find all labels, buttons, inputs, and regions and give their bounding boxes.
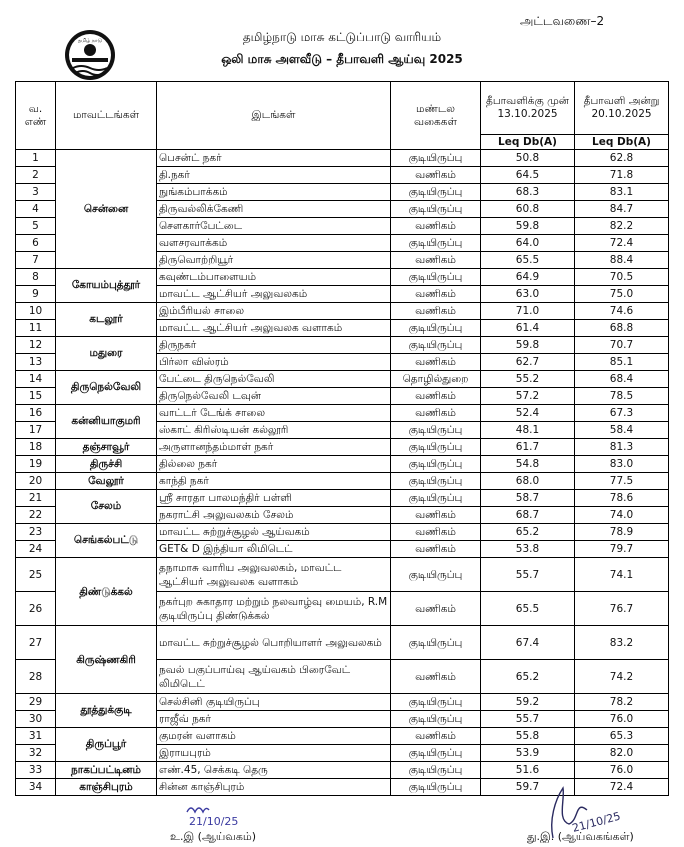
cell-zone: தொழில்துறை xyxy=(391,371,481,388)
cell-location: பேட்டை திருநெல்வேலி xyxy=(157,371,391,388)
cell-zone: வணிகம் xyxy=(391,286,481,303)
cell-on-diwali: 74.0 xyxy=(575,507,669,524)
cell-district: சேலம் xyxy=(56,490,157,524)
cell-before-diwali: 68.7 xyxy=(481,507,575,524)
cell-sno: 6 xyxy=(16,235,56,252)
table-row xyxy=(16,303,669,320)
cell-sno: 34 xyxy=(16,779,56,796)
cell-location: பெசன்ட் நகர் xyxy=(157,150,391,167)
table-row xyxy=(16,762,669,779)
header-sno: வ. எண் xyxy=(16,82,56,150)
cell-on-diwali: 70.7 xyxy=(575,337,669,354)
cell-district: கோயம்புத்தூர் xyxy=(56,269,157,303)
cell-before-diwali: 51.6 xyxy=(481,762,575,779)
cell-location: மாவட்ட சுற்றுச்சூழல் ஆய்வகம் xyxy=(157,524,391,541)
cell-district: திருப்பூர் xyxy=(56,728,157,762)
cell-on-diwali: 76.0 xyxy=(575,762,669,779)
cell-zone: குடியிருப்பு xyxy=(391,456,481,473)
cell-on-diwali: 74.6 xyxy=(575,303,669,320)
cell-zone: குடியிருப்பு xyxy=(391,201,481,218)
cell-zone: வணிகம் xyxy=(391,388,481,405)
cell-location: வளசரவாக்கம் xyxy=(157,235,391,252)
table-row xyxy=(16,694,669,711)
cell-sno: 24 xyxy=(16,541,56,558)
cell-before-diwali: 50.8 xyxy=(481,150,575,167)
cell-sno: 26 xyxy=(16,592,56,626)
cell-district: திருச்சி xyxy=(56,456,157,473)
cell-sno: 19 xyxy=(16,456,56,473)
cell-location: மாவட்ட சுற்றுச்சூழல் பொறியாளர் அலுவலகம் xyxy=(157,626,391,660)
cell-location: சின்ன காஞ்சிபுரம் xyxy=(157,779,391,796)
logo-text: தமிழ் நாடு xyxy=(77,38,103,44)
header-zone: மண்டல வகைகள் xyxy=(391,82,481,150)
cell-sno: 29 xyxy=(16,694,56,711)
cell-sno: 3 xyxy=(16,184,56,201)
table-row xyxy=(16,337,669,354)
cell-on-diwali: 74.1 xyxy=(575,558,669,592)
cell-district: கடலூர் xyxy=(56,303,157,337)
cell-on-diwali: 78.5 xyxy=(575,388,669,405)
cell-district: காஞ்சிபுரம் xyxy=(56,779,157,796)
cell-on-diwali: 82.0 xyxy=(575,745,669,762)
cell-on-diwali: 67.3 xyxy=(575,405,669,422)
table-row xyxy=(16,456,669,473)
cell-on-diwali: 82.2 xyxy=(575,218,669,235)
cell-on-diwali: 72.4 xyxy=(575,235,669,252)
cell-before-diwali: 63.0 xyxy=(481,286,575,303)
cell-before-diwali: 65.5 xyxy=(481,252,575,269)
cell-zone: குடியிருப்பு xyxy=(391,626,481,660)
cell-sno: 5 xyxy=(16,218,56,235)
cell-on-diwali: 83.2 xyxy=(575,626,669,660)
cell-on-diwali: 76.7 xyxy=(575,592,669,626)
cell-sno: 18 xyxy=(16,439,56,456)
cell-zone: வணிகம் xyxy=(391,252,481,269)
table-row xyxy=(16,405,669,422)
header-unit-before: Leq Db(A) xyxy=(481,135,575,150)
cell-sno: 31 xyxy=(16,728,56,745)
cell-before-diwali: 64.5 xyxy=(481,167,575,184)
cell-location: ஸ்ரீ சாரதா பாலமந்திர் பள்ளி xyxy=(157,490,391,507)
cell-location: சௌகார்பேட்டை xyxy=(157,218,391,235)
cell-location: நகர்புற சுகாதார மற்றும் நலவாழ்வு மையம், R.M குடியிருப்பு திண்டுக்கல் xyxy=(157,592,391,626)
table-row xyxy=(16,269,669,286)
table-row xyxy=(16,439,669,456)
cell-zone: குடியிருப்பு xyxy=(391,745,481,762)
cell-location: இம்பீரியல் சாலை xyxy=(157,303,391,320)
cell-zone: வணிகம் xyxy=(391,507,481,524)
cell-zone: வணிகம் xyxy=(391,167,481,184)
cell-on-diwali: 78.2 xyxy=(575,694,669,711)
cell-sno: 4 xyxy=(16,201,56,218)
cell-before-diwali: 54.8 xyxy=(481,456,575,473)
cell-location: இராயபுரம் xyxy=(157,745,391,762)
cell-location: தில்லை நகர் xyxy=(157,456,391,473)
cell-sno: 20 xyxy=(16,473,56,490)
cell-zone: குடியிருப்பு xyxy=(391,779,481,796)
cell-on-diwali: 68.8 xyxy=(575,320,669,337)
cell-location: வாட்டர் டேங்க் சாலை xyxy=(157,405,391,422)
cell-before-diwali: 65.5 xyxy=(481,592,575,626)
annexure-label: அட்டவணை–2 xyxy=(520,14,605,28)
table-row xyxy=(16,728,669,745)
cell-district: மதுரை xyxy=(56,337,157,371)
cell-sno: 23 xyxy=(16,524,56,541)
cell-before-diwali: 64.0 xyxy=(481,235,575,252)
cell-before-diwali: 61.7 xyxy=(481,439,575,456)
cell-sno: 17 xyxy=(16,422,56,439)
cell-before-diwali: 52.4 xyxy=(481,405,575,422)
cell-zone: குடியிருப்பு xyxy=(391,422,481,439)
cell-before-diwali: 62.7 xyxy=(481,354,575,371)
cell-zone: குடியிருப்பு xyxy=(391,762,481,779)
cell-sno: 8 xyxy=(16,269,56,286)
cell-before-diwali: 55.7 xyxy=(481,558,575,592)
cell-on-diwali: 83.1 xyxy=(575,184,669,201)
cell-location: திருநெல்வேலி டவுன் xyxy=(157,388,391,405)
right-signature-date: 21/10/25 xyxy=(570,809,622,835)
cell-sno: 33 xyxy=(16,762,56,779)
cell-before-diwali: 55.7 xyxy=(481,711,575,728)
cell-on-diwali: 79.7 xyxy=(575,541,669,558)
cell-location: தி.நகர் xyxy=(157,167,391,184)
cell-sno: 12 xyxy=(16,337,56,354)
cell-location: நுங்கம்பாக்கம் xyxy=(157,184,391,201)
cell-zone: வணிகம் xyxy=(391,354,481,371)
cell-zone: குடியிருப்பு xyxy=(391,473,481,490)
cell-zone: குடியிருப்பு xyxy=(391,490,481,507)
cell-on-diwali: 58.4 xyxy=(575,422,669,439)
cell-on-diwali: 85.1 xyxy=(575,354,669,371)
cell-on-diwali: 77.5 xyxy=(575,473,669,490)
cell-zone: குடியிருப்பு xyxy=(391,235,481,252)
cell-zone: குடியிருப்பு xyxy=(391,694,481,711)
cell-before-diwali: 55.8 xyxy=(481,728,575,745)
cell-before-diwali: 58.7 xyxy=(481,490,575,507)
cell-zone: குடியிருப்பு xyxy=(391,711,481,728)
table-row xyxy=(16,490,669,507)
cell-on-diwali: 76.0 xyxy=(575,711,669,728)
cell-before-diwali: 65.2 xyxy=(481,524,575,541)
cell-sno: 9 xyxy=(16,286,56,303)
report-subtitle: ஒலி மாசு அளவீடு – தீபாவளி ஆய்வு 2025 xyxy=(221,52,463,66)
cell-before-diwali: 59.8 xyxy=(481,337,575,354)
cell-sno: 30 xyxy=(16,711,56,728)
table-row xyxy=(16,626,669,660)
cell-district: தூத்துக்குடி xyxy=(56,694,157,728)
noise-level-table xyxy=(15,81,669,796)
header-on-diwali: தீபாவளி அன்று 20.10.2025 xyxy=(575,82,669,135)
cell-zone: வணிகம் xyxy=(391,218,481,235)
cell-zone: வணிகம் xyxy=(391,524,481,541)
cell-before-diwali: 68.0 xyxy=(481,473,575,490)
cell-on-diwali: 70.5 xyxy=(575,269,669,286)
cell-on-diwali: 71.8 xyxy=(575,167,669,184)
cell-sno: 11 xyxy=(16,320,56,337)
cell-zone: வணிகம் xyxy=(391,728,481,745)
cell-zone: வணிகம் xyxy=(391,303,481,320)
cell-location: திருநகர் xyxy=(157,337,391,354)
cell-on-diwali: 81.3 xyxy=(575,439,669,456)
cell-zone: வணிகம் xyxy=(391,592,481,626)
cell-sno: 22 xyxy=(16,507,56,524)
cell-location: தநாமாசு வாரிய அலுவலகம், மாவட்ட ஆட்சியர் அலுவலக வளாகம் xyxy=(157,558,391,592)
cell-sno: 15 xyxy=(16,388,56,405)
cell-on-diwali: 83.0 xyxy=(575,456,669,473)
cell-sno: 1 xyxy=(16,150,56,167)
cell-location: எண்.45, செக்கடி தெரு xyxy=(157,762,391,779)
table-row xyxy=(16,558,669,592)
cell-zone: வணிகம் xyxy=(391,405,481,422)
cell-sno: 16 xyxy=(16,405,56,422)
cell-on-diwali: 84.7 xyxy=(575,201,669,218)
cell-district: கிருஷ்ணகிரி xyxy=(56,626,157,694)
header-unit-on: Leq Db(A) xyxy=(575,135,669,150)
cell-before-diwali: 68.3 xyxy=(481,184,575,201)
cell-before-diwali: 71.0 xyxy=(481,303,575,320)
cell-district: திருநெல்வேலி xyxy=(56,371,157,405)
cell-sno: 21 xyxy=(16,490,56,507)
cell-before-diwali: 60.8 xyxy=(481,201,575,218)
cell-before-diwali: 53.9 xyxy=(481,745,575,762)
cell-sno: 7 xyxy=(16,252,56,269)
cell-before-diwali: 57.2 xyxy=(481,388,575,405)
cell-before-diwali: 59.8 xyxy=(481,218,575,235)
cell-district: திண்டுக்கல் xyxy=(56,558,157,626)
cell-on-diwali: 72.4 xyxy=(575,779,669,796)
cell-zone: வணிகம் xyxy=(391,660,481,694)
cell-on-diwali: 78.6 xyxy=(575,490,669,507)
cell-location: GET& D இந்தியா லிமிடெட் xyxy=(157,541,391,558)
cell-before-diwali: 53.8 xyxy=(481,541,575,558)
cell-on-diwali: 88.4 xyxy=(575,252,669,269)
cell-location: நகராட்சி அலுவலகம் சேலம் xyxy=(157,507,391,524)
cell-sno: 25 xyxy=(16,558,56,592)
cell-location: பிர்லா விஸ்ரம் xyxy=(157,354,391,371)
cell-location: மாவட்ட ஆட்சியர் அலுவலகம் xyxy=(157,286,391,303)
right-signatory-label: து.இ. (ஆய்வகங்கள்) xyxy=(527,830,634,843)
cell-before-diwali: 59.2 xyxy=(481,694,575,711)
cell-before-diwali: 65.2 xyxy=(481,660,575,694)
cell-location: அருளானந்தம்மாள் நகர் xyxy=(157,439,391,456)
cell-district: செங்கல்பட்டு xyxy=(56,524,157,558)
header-before-diwali: தீபாவளிக்கு முன் 13.10.2025 xyxy=(481,82,575,135)
cell-before-diwali: 59.7 xyxy=(481,779,575,796)
cell-before-diwali: 64.9 xyxy=(481,269,575,286)
cell-location: நவல் பகுப்பாய்வு ஆய்வகம் பிரைவேட் லிமிடெட் xyxy=(157,660,391,694)
cell-sno: 32 xyxy=(16,745,56,762)
cell-on-diwali: 65.3 xyxy=(575,728,669,745)
left-signature xyxy=(185,802,245,828)
left-signature-date: 21/10/25 xyxy=(189,815,239,828)
cell-location: செல்சினி குடியிருப்பு xyxy=(157,694,391,711)
cell-before-diwali: 55.2 xyxy=(481,371,575,388)
table-row xyxy=(16,473,669,490)
cell-sno: 14 xyxy=(16,371,56,388)
cell-sno: 13 xyxy=(16,354,56,371)
cell-district: தஞ்சாவூர் xyxy=(56,439,157,456)
cell-location: குமரன் வளாகம் xyxy=(157,728,391,745)
cell-on-diwali: 74.2 xyxy=(575,660,669,694)
left-signatory-label: உ.இ (ஆய்வகம்) xyxy=(170,830,257,843)
cell-location: மாவட்ட ஆட்சியர் அலுவலக வளாகம் xyxy=(157,320,391,337)
cell-location: ராஜீவ் நகர் xyxy=(157,711,391,728)
cell-zone: குடியிருப்பு xyxy=(391,337,481,354)
table-row xyxy=(16,371,669,388)
cell-on-diwali: 62.8 xyxy=(575,150,669,167)
table-row xyxy=(16,150,669,167)
cell-sno: 27 xyxy=(16,626,56,660)
table-body xyxy=(16,150,669,796)
table-row xyxy=(16,524,669,541)
header-location: இடங்கள் xyxy=(157,82,391,150)
cell-before-diwali: 48.1 xyxy=(481,422,575,439)
cell-district: நாகப்பட்டினம் xyxy=(56,762,157,779)
cell-before-diwali: 61.4 xyxy=(481,320,575,337)
cell-zone: வணிகம் xyxy=(391,541,481,558)
cell-sno: 2 xyxy=(16,167,56,184)
cell-zone: குடியிருப்பு xyxy=(391,150,481,167)
cell-location: திருவல்லிக்கேணி xyxy=(157,201,391,218)
organization-name: தமிழ்நாடு மாசு கட்டுப்பாடு வாரியம் xyxy=(242,30,442,44)
cell-district: சென்னை xyxy=(56,150,157,269)
cell-before-diwali: 67.4 xyxy=(481,626,575,660)
cell-location: ஸ்காட் கிரிஸ்டியன் கல்லூரி xyxy=(157,422,391,439)
header-district: மாவட்டங்கள் xyxy=(56,82,157,150)
cell-zone: குடியிருப்பு xyxy=(391,269,481,286)
cell-zone: குடியிருப்பு xyxy=(391,558,481,592)
cell-location: திருவொற்றியூர் xyxy=(157,252,391,269)
cell-sno: 10 xyxy=(16,303,56,320)
cell-on-diwali: 68.4 xyxy=(575,371,669,388)
cell-district: கன்னியாகுமரி xyxy=(56,405,157,439)
cell-zone: குடியிருப்பு xyxy=(391,439,481,456)
cell-sno: 28 xyxy=(16,660,56,694)
cell-location: கவுண்டம்பாளையம் xyxy=(157,269,391,286)
cell-on-diwali: 75.0 xyxy=(575,286,669,303)
cell-location: காந்தி நகர் xyxy=(157,473,391,490)
cell-on-diwali: 78.9 xyxy=(575,524,669,541)
cell-zone: குடியிருப்பு xyxy=(391,320,481,337)
cell-zone: குடியிருப்பு xyxy=(391,184,481,201)
cell-district: வேலூர் xyxy=(56,473,157,490)
